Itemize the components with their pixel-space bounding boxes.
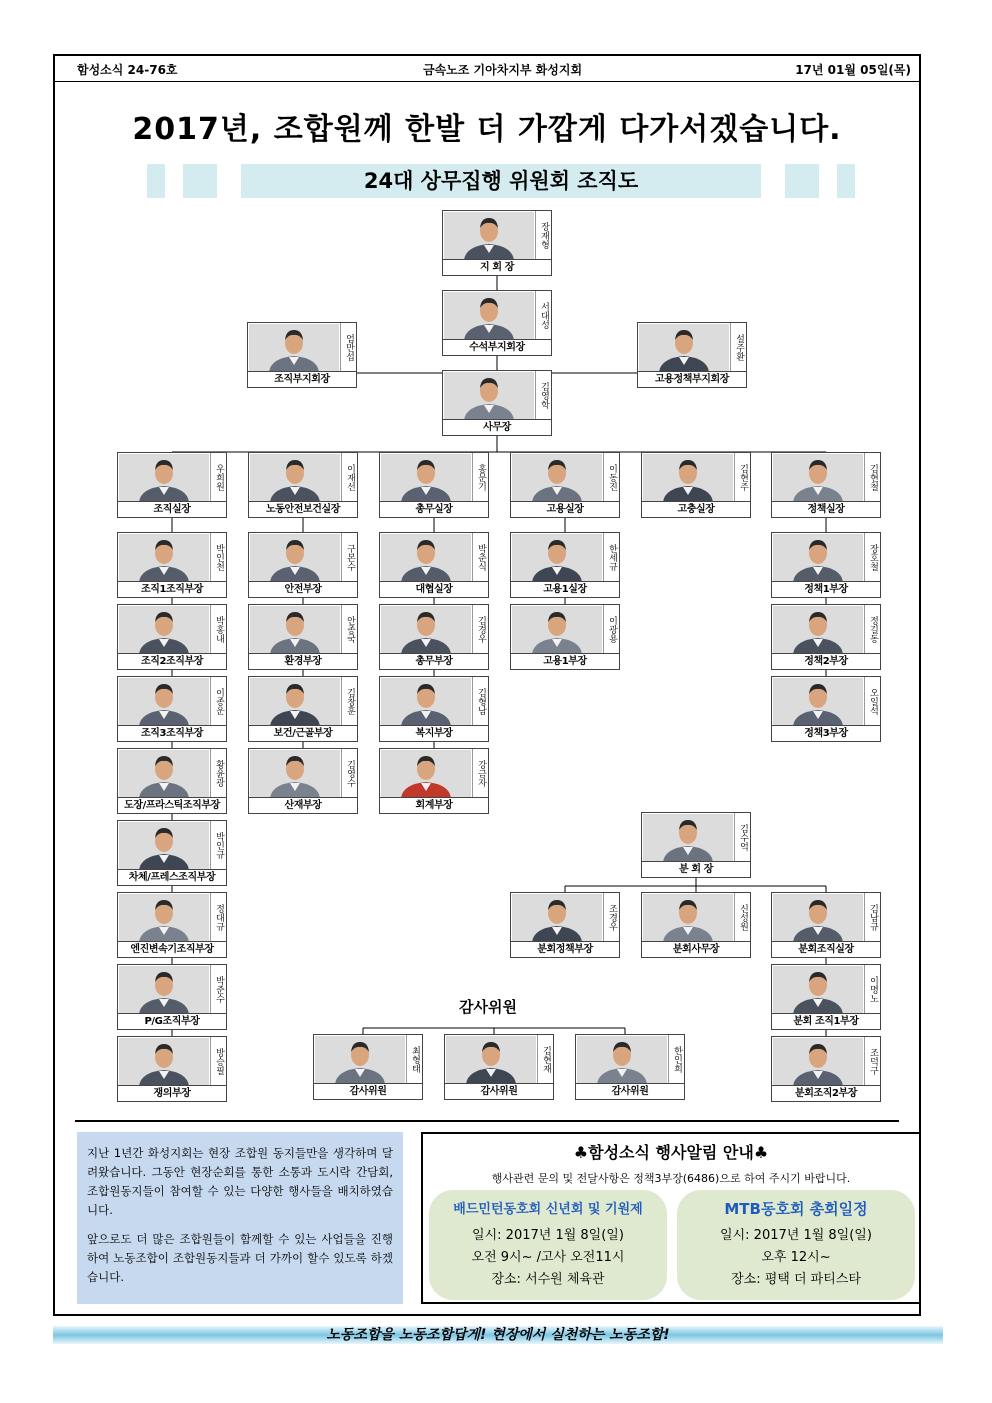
member-card [117,452,227,518]
member-name: 김창훈 [341,677,358,725]
member-photo [512,894,602,942]
member-photo [119,1038,209,1086]
member-name: 한세규 [603,533,620,581]
member-role: 차체/프레스조직부장 [118,869,226,885]
member-name: 장호철 [864,533,881,581]
member-card [379,604,489,670]
member-photo [643,454,733,502]
member-role: 조직2조직부장 [118,653,226,669]
member-photo [381,606,471,654]
member-name: 안종국 [341,605,358,653]
member-card [510,532,620,598]
notice-contact: 행사관련 문의 및 전달사항은 정책3부장(6486)으로 하여 주시기 바랍니다. [491,1172,851,1185]
member-photo [773,534,863,582]
member-photo [643,894,733,942]
member-card [641,892,751,958]
event-date: 일시: 2017년 1월 8일(일) [472,1228,624,1243]
member-card [575,1034,685,1100]
member-role: 엔진변속기조직부장 [118,941,226,957]
member-name: 구본수 [341,533,358,581]
member-photo [773,454,863,502]
member-photo [119,750,209,798]
member-name: 박홍내 [210,605,227,653]
member-role: 보건/근골부장 [249,725,357,741]
member-card [117,604,227,670]
member-card [510,604,620,670]
member-photo [773,606,863,654]
section-divider [75,1120,899,1122]
event-place: 장소: 평택 더 파티스타 [731,1272,861,1287]
member-role: 감사위원 [314,1083,422,1099]
member-name: 황윤광 [210,749,227,797]
notice-title: ♣함성소식 행사알림 안내♣ [573,1143,769,1162]
member-role: 감사위원 [445,1083,553,1099]
member-role: 조직부지회장 [248,371,356,387]
intro-paragraph-1: 지난 1년간 화성지회는 현장 조합원 동지들만을 생각하며 달려왔습니다. 그동안 현장순회를 통한 소통과 도시락 간담회, 조합원동지들이 참여할 수 있는 다양한 행사들을 배치하였습니다. [87,1146,393,1217]
member-role: 정책2부장 [772,653,880,669]
member-photo [773,894,863,942]
member-name: 정대규 [210,893,227,941]
member-name: 정길동 [864,605,881,653]
event-badminton [429,1190,667,1300]
member-card [379,532,489,598]
member-role: 쟁의부장 [118,1085,226,1101]
footer-slogan: 노동조합을 노동조합답게! 현장에서 실천하는 노동조합! [53,1326,943,1344]
member-photo [381,454,471,502]
member-card [442,290,552,356]
member-role: 고용실장 [511,501,619,517]
member-card [117,964,227,1030]
event-mtb [677,1190,915,1300]
member-photo [250,454,340,502]
member-photo [773,678,863,726]
event-time: 오후 12시~ [761,1250,831,1265]
intro-message [77,1132,403,1304]
member-name: 오일석 [864,677,881,725]
member-name: 이명노 [864,965,881,1013]
member-card [117,532,227,598]
member-name: 김현주 [734,453,751,501]
member-name: 강금자 [472,749,489,797]
member-card [248,676,358,742]
member-photo [446,1036,536,1084]
member-card [248,748,358,814]
member-photo [119,822,209,870]
member-role: 조직3조직부장 [118,725,226,741]
member-name: 홍문기 [472,453,489,501]
member-photo [773,1038,863,1086]
member-name: 박인규 [210,821,227,869]
event-title: MTB동호회 총회일정 [724,1200,868,1218]
member-name: 김영학 [535,371,552,419]
member-role: 지 회 장 [443,259,551,275]
member-card [771,1036,881,1102]
member-photo [639,324,729,372]
member-photo [512,606,602,654]
member-role: 고용정책부지회장 [638,371,746,387]
member-role: 분회 조직1부장 [772,1013,880,1029]
event-title: 배드민턴동호회 신년회 및 기원제 [453,1202,643,1217]
member-role: 조직실장 [118,501,226,517]
member-photo [119,678,209,726]
member-card [771,532,881,598]
member-photo [773,966,863,1014]
member-photo [119,534,209,582]
member-photo [249,324,339,372]
member-role: 고용1부장 [511,653,619,669]
member-card [379,676,489,742]
member-card [379,748,489,814]
member-photo [512,534,602,582]
event-notice-box [421,1132,921,1304]
member-card [379,452,489,518]
member-role: 복지부장 [380,725,488,741]
member-photo [250,606,340,654]
member-name: 김남규 [864,893,881,941]
member-name: 이동진 [603,453,620,501]
member-card [444,1034,554,1100]
member-role: 분회정책부장 [511,941,619,957]
member-card [247,322,357,388]
member-photo [381,678,471,726]
member-photo [381,534,471,582]
member-role: 수석부지회장 [443,339,551,355]
member-role: 총무실장 [380,501,488,517]
member-name: 엄만섭 [340,323,357,371]
member-card [117,820,227,886]
member-photo [512,454,602,502]
issue-number: 함성소식 24-76호 [77,63,178,77]
member-role: 회계부장 [380,797,488,813]
member-role: 정책1부장 [772,581,880,597]
member-role: 분회조직2부장 [772,1085,880,1101]
member-name: 김경우 [472,605,489,653]
member-card [117,1036,227,1102]
org-chart-title: 24대 상무집행 위원회 조직도 [241,164,761,198]
member-role: 산재부장 [249,797,357,813]
member-name: 김영수 [341,749,358,797]
member-photo [250,678,340,726]
member-photo [119,966,209,1014]
member-photo [315,1036,405,1084]
member-photo [444,292,534,340]
member-card [771,452,881,518]
member-card [117,892,227,958]
event-time: 오전 9시~ /고사 오전11시 [471,1250,625,1265]
member-role: 분회사무장 [642,941,750,957]
member-photo [643,814,733,862]
member-card [117,676,227,742]
member-role: 분 회 장 [642,861,750,877]
member-photo [381,750,471,798]
member-name: 이종운 [210,677,227,725]
member-card [442,370,552,436]
member-name: 우희원 [210,453,227,501]
member-name: 조덕구 [864,1037,881,1085]
audit-committee-label: 감사위원 [459,998,517,1016]
member-card [510,892,620,958]
member-role: 분회조직실장 [772,941,880,957]
member-name: 박인천 [210,533,227,581]
member-card [637,322,747,388]
member-role: 사무장 [443,419,551,435]
member-photo [444,212,534,260]
issue-date: 17년 01월 05일(목) [795,63,911,77]
member-role: 고용1실장 [511,581,619,597]
member-name: 이재선 [341,453,358,501]
member-photo [119,894,209,942]
member-photo [250,750,340,798]
intro-paragraph-2: 앞으로도 더 많은 조합원들이 함께할 수 있는 사업들을 진행하여 노동조합이 조합원동지들과 더 가까이 할수 있도록 하겠습니다. [87,1232,393,1284]
event-place: 장소: 서수원 체육관 [491,1272,605,1287]
member-role: 도장/프라스틱조직부장 [118,797,226,813]
member-role: 노동안전보건실장 [249,501,357,517]
member-role: 안전부장 [249,581,357,597]
member-name: 김수억 [734,813,751,861]
member-role: 정책실장 [772,501,880,517]
organization-name: 금속노조 기아차지부 화성지회 [423,63,583,77]
member-name: 김형남 [472,677,489,725]
member-name: 김현철 [864,453,881,501]
member-name: 설주환 [730,323,747,371]
member-role: 감사위원 [576,1083,684,1099]
member-name: 장재형 [535,211,552,259]
member-photo [119,606,209,654]
member-name: 박춘식 [472,533,489,581]
member-card [641,452,751,518]
member-card [771,604,881,670]
member-photo [250,534,340,582]
member-card [641,812,751,878]
newsletter-page [53,54,921,1316]
member-role: 정책3부장 [772,725,880,741]
member-card [313,1034,423,1100]
member-name: 김현재 [537,1035,554,1083]
member-card [771,676,881,742]
member-card [771,892,881,958]
member-name: 신성원 [734,893,751,941]
member-role: 대협실장 [380,581,488,597]
member-name: 박준수 [210,965,227,1013]
member-card [510,452,620,518]
member-name: 조경우 [603,893,620,941]
member-card [248,452,358,518]
member-name: 서대성 [535,291,552,339]
member-photo [119,454,209,502]
member-role: 조직1조직부장 [118,581,226,597]
member-card [442,210,552,276]
member-card [117,748,227,814]
member-card [771,964,881,1030]
member-role: 고충실장 [642,501,750,517]
member-name: 최형태 [406,1035,423,1083]
member-photo [444,372,534,420]
event-date: 일시: 2017년 1월 8일(일) [720,1228,872,1243]
page-title: 2017년, 조합원께 한발 더 가깝게 다가서겠습니다. [132,112,842,147]
member-name: 한인희 [668,1035,685,1083]
member-card [248,532,358,598]
member-name: 방승필 [210,1037,227,1085]
member-photo [577,1036,667,1084]
member-role: 총무부장 [380,653,488,669]
member-role: 환경부장 [249,653,357,669]
member-card [248,604,358,670]
member-role: P/G조직부장 [118,1013,226,1029]
member-name: 이광용 [603,605,620,653]
